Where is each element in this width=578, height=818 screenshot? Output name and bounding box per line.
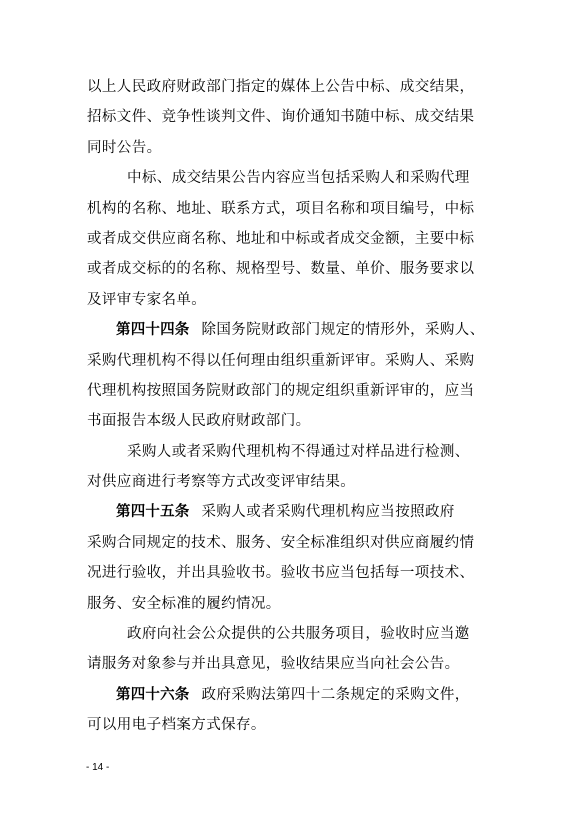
- text-line: 及评审专家名单。: [87, 291, 207, 308]
- article-45-first-line: [87, 497, 517, 527]
- text-line: 以上人民政府财政部门指定的媒体上公告中标、成交结果，: [87, 79, 475, 95]
- text-line: 或者成交供应商名称、地址和中标或者成交金额，主要中标: [87, 230, 475, 247]
- text-line: 况进行验收，并出具验收书。验收书应当包括每一项技术、: [87, 565, 475, 582]
- text-line: 服务、安全标准的履约情况。: [87, 595, 281, 612]
- text-line: 采购代理机构不得以任何理由组织重新评审。采购人、采购: [87, 352, 475, 369]
- text-line: 采购合同规定的技术、服务、安全标准组织对供应商履约情: [87, 534, 475, 551]
- document-body: [87, 72, 517, 741]
- text-line: 机构的名称、地址、联系方式，项目名称和项目编号，中标: [87, 200, 475, 217]
- text-line: 对供应商进行考察等方式改变评审结果。: [87, 474, 356, 491]
- text-line: 或者成交标的的名称、规格型号、数量、单价、服务要求以: [87, 261, 475, 278]
- text-line: 同时公告。: [87, 139, 162, 156]
- text-line: 采购人或者采购代理机构应当按照政府: [201, 504, 455, 521]
- text-line: 中标、成交结果公告内容应当包括采购人和采购代理: [127, 170, 470, 187]
- text-line: 书面报告本级人民政府财政部门。: [87, 413, 311, 430]
- article-46-number: 第四十六条: [116, 686, 190, 703]
- text-line: 招标文件、竞争性谈判文件、询价通知书随中标、成交结果: [87, 109, 475, 126]
- text-line: 代理机构按照国务院财政部门的规定组织重新评审的，应当: [87, 382, 475, 399]
- text-line: 请服务对象参与并出具意见，验收结果应当向社会公告。: [87, 656, 460, 673]
- text-line: 政府采购法第四十二条规定的采购文件，: [201, 686, 470, 703]
- page-number: - 14 -: [86, 762, 110, 773]
- article-44-first-line: [87, 315, 517, 345]
- article-46-first-line: [87, 680, 517, 710]
- article-45-number: 第四十五条: [116, 504, 190, 521]
- text-line: 政府向社会公众提供的公共服务项目，验收时应当邀: [127, 626, 470, 643]
- article-44-number: 第四十四条: [116, 322, 190, 339]
- text-line: 采购人或者采购代理机构不得通过对样品进行检测、: [127, 443, 470, 460]
- text-line: 除国务院财政部门规定的情形外，采购人、: [201, 322, 485, 339]
- text-line: 可以用电子档案方式保存。: [87, 717, 266, 734]
